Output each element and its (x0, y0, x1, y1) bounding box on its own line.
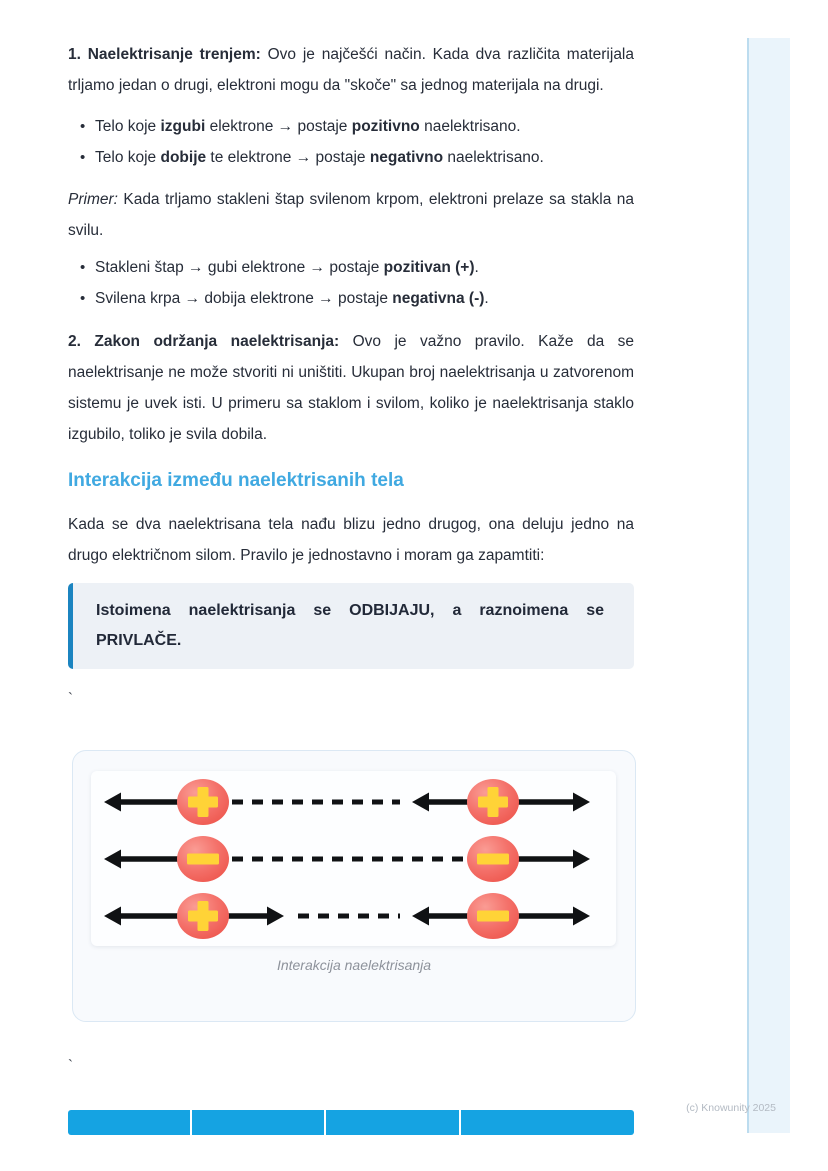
paragraph-interaction-intro: Kada se dva naelektrisana tela nađu blizu jedno drugog, ona deluju jedno na drugo električnom silom. Pravilo je jednostavno i moram ga zapamtiti: (68, 516, 634, 564)
paragraph-conservation-law (68, 326, 634, 450)
table-header-bar (68, 1110, 634, 1135)
bullet-list-glass-silk (68, 252, 634, 314)
paragraph-charging-by-friction (68, 39, 634, 101)
figure-card-charge-interaction (72, 750, 636, 1022)
table-header-cell (68, 1110, 190, 1135)
side-scroll-strip[interactable] (747, 38, 790, 1133)
paragraph-example (68, 184, 634, 246)
diagram-row-minus-minus (91, 831, 616, 887)
paragraph-text: Ovo je važno pravilo. Kaže da se naelektrisanje ne može stvoriti ni uništiti. Ukupan broj naelektrisanja u zatvorenom sistemu je uvek isti. U primeru sa staklom i svilom, koliko je naelektrisanja staklo izgubilo, toliko je svila dobila. (68, 333, 634, 443)
list-item-text: Telo koje (95, 118, 161, 135)
list-item (68, 252, 634, 283)
section-heading-interaction: Interakcija između naelektrisanih tela (68, 470, 404, 491)
list-item-bold: izgubi (160, 118, 206, 135)
charge-row-svg (91, 831, 616, 887)
paragraph-lead-bold: 2. Zakon održanja naelektrisanja: (68, 333, 340, 350)
figure-diagram-panel (91, 771, 616, 946)
charge-row-svg (91, 888, 616, 944)
list-item-bold: negativna (-) (392, 290, 485, 307)
list-item-text: naelektrisano. (419, 118, 521, 135)
bullet-list-electron-transfer (68, 111, 634, 173)
list-item-text: te elektrone → postaje (206, 149, 370, 166)
stray-backtick: ` (68, 690, 73, 707)
list-item-bold: pozitivno (351, 118, 420, 135)
table-header-cell (461, 1110, 634, 1135)
list-item-text: Svilena krpa → dobija elektrone → postaje (95, 290, 393, 307)
list-item (68, 111, 634, 142)
diagram-row-plus-minus (91, 888, 616, 944)
paragraph-lead-bold: 1. Naelektrisanje trenjem: (68, 46, 261, 63)
list-item (68, 142, 634, 173)
list-item-text: Telo koje (95, 149, 161, 166)
charge-row-svg (91, 774, 616, 830)
callout-rule-text: Istoimena naelektrisanja se ODBIJAJU, a raznoimena se PRIVLAČE. (96, 602, 604, 649)
figure-caption: Interakcija naelektrisanja (276, 957, 432, 973)
list-item-text: . (474, 259, 479, 276)
diagram-row-plus-plus (91, 774, 616, 830)
list-item (68, 283, 634, 314)
list-item-text: Stakleni štap → gubi elektrone → postaje (95, 259, 384, 276)
paragraph-text: Ovo je najčešći način. Kada dva različita materijala trljamo jedan o drugi, elektroni mogu da "skoče" sa jednog materijala na drugi. (68, 46, 634, 94)
list-item-text: elektrone → postaje (205, 118, 352, 135)
table-header-cell (192, 1110, 324, 1135)
callout-rule-box (68, 583, 634, 669)
paragraph-lead-italic: Primer: (68, 191, 118, 208)
paragraph-text: Kada trljamo stakleni štap svilenom krpom, elektroni prelaze sa stakla na svilu. (68, 191, 634, 239)
list-item-bold: negativno (369, 149, 444, 166)
list-item-text: . (484, 290, 489, 307)
list-item-bold: dobije (160, 149, 207, 166)
copyright-label: (c) Knowunity 2025 (686, 1102, 776, 1114)
list-item-text: naelektrisano. (443, 149, 544, 166)
table-header-cell (326, 1110, 459, 1135)
list-item-bold: pozitivan (+) (383, 259, 475, 276)
stray-backtick: ` (68, 1057, 73, 1074)
